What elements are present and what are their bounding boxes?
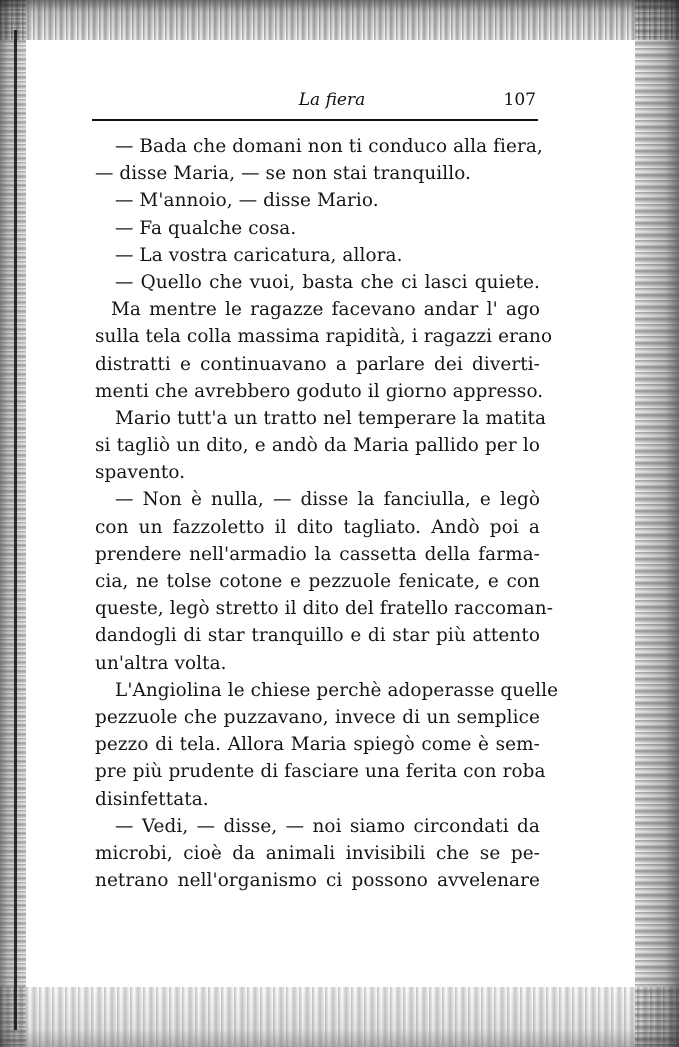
text-line: — M'annoio, — disse Mario. — [115, 190, 379, 212]
running-head — [92, 88, 538, 114]
text-line: cia, ne tolse cotone e pezzuole fenicate, e con — [95, 571, 540, 592]
page-number: 107 — [503, 90, 536, 110]
text-line: pezzo di tela. Allora Maria spiegò come è sem- — [95, 734, 540, 756]
text-line: — Bada che domani non ti conduco alla fiera, — [115, 136, 543, 157]
text-line: distratti e continuavano a parlare dei diverti- — [95, 353, 540, 375]
text-line: microbi, cioè da animali invisibili che se pe- — [95, 842, 540, 864]
text-line: netrano nell'organismo ci possono avvelenare — [95, 870, 540, 892]
scan-edge-left — [0, 0, 26, 1047]
text-line: menti che avrebbero goduto il giorno appresso. — [95, 380, 544, 402]
scan-edge-bottom — [0, 987, 679, 1047]
text-line: — Quello che vuoi, basta che ci lasci quiete. — [115, 271, 540, 293]
text-line: L'Angiolina le chiese perchè adoperasse quelle — [115, 679, 559, 701]
text-line: — Vedi, — disse, — noi siamo circondati da — [115, 815, 540, 837]
text-line: — Fa qualche cosa. — [115, 217, 297, 239]
body-text — [95, 133, 559, 894]
text-line: Ma mentre le ragazze facevano andar l' ago — [111, 299, 540, 321]
scan-edge-top — [0, 0, 679, 40]
scan-edge-right — [635, 0, 679, 1047]
text-line: sulla tela colla massima rapidità, i ragazzi erano — [95, 326, 553, 348]
header-rule — [92, 119, 538, 121]
text-line: spavento. — [95, 462, 186, 484]
text-line: — disse Maria, — se non stai tranquillo. — [95, 163, 471, 185]
text-line: — Non è nulla, — disse la fanciulla, e legò — [115, 489, 540, 511]
text-line: queste, legò stretto il dito del fratello raccoman- — [95, 598, 554, 620]
binding-shadow — [14, 30, 17, 1030]
text-line: con un fazzoletto il dito tagliato. Andò poi a — [95, 516, 540, 538]
text-line: prendere nell'armadio la cassetta della farma- — [95, 543, 540, 565]
text-line: disinfettata. — [95, 788, 209, 810]
text-line: un'altra volta. — [95, 652, 227, 674]
running-title: La fiera — [298, 90, 366, 110]
text-line: dandogli di star tranquillo e di star più attento — [95, 625, 540, 647]
text-line: pezzuole che puzzavano, invece di un semplice — [95, 706, 540, 728]
text-line: si tagliò un dito, e andò da Maria pallido per lo — [95, 435, 540, 457]
text-line: pre più prudente di fasciare una ferita con roba — [95, 761, 546, 783]
text-line: Mario tutt'a un tratto nel temperare la matita — [115, 407, 547, 429]
text-line: — La vostra caricatura, allora. — [115, 244, 403, 266]
